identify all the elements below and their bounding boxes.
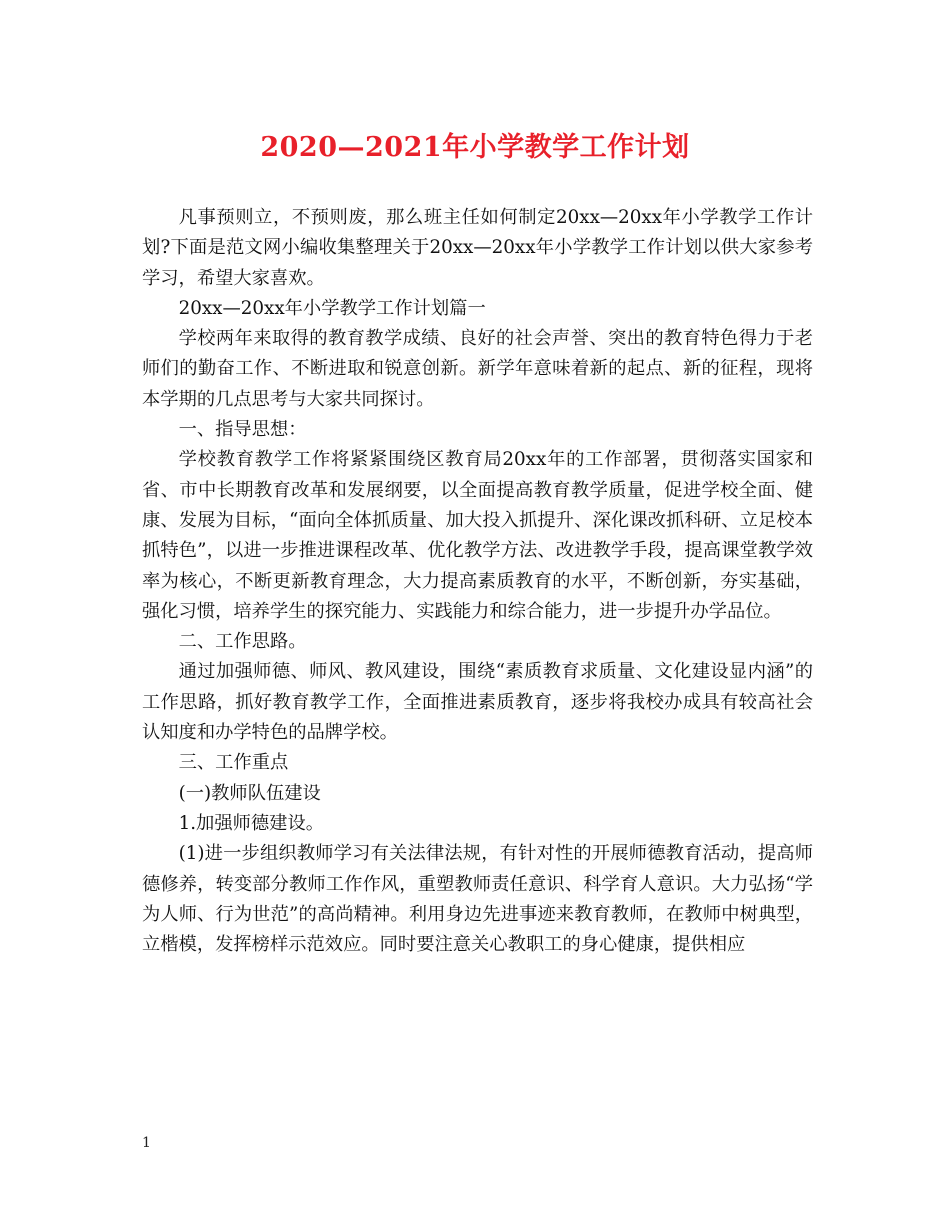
section-heading: 一、指导思想： [178,419,307,441]
paragraph: 学校教育教学工作将紧紧围绕区教育局20xx年的工作部署，贯彻落实国家和省、市中长期教育改革和发展纲要，以全面提高教育教学质量，促进学校全面、健康、发展为目标，“面向全体抓质量、加大投入抓提升、深化课改抓科研、立足校本抓特色”，以进一步推进课程改革、优化教学方法、改进教学手段，提高课堂教学效率为核心，不断更新教育理念，大力提高素质教育的水平，不断创新，夯实基础，强化习惯，培养学生的探究能力、实践能力和综合能力，进一步提升办学品位。 [142,449,813,622]
subsection-heading: (一)教师队伍建设 [178,782,321,804]
document-title: 2020—2021年小学教学工作计划 [260,132,690,163]
page-number: 1 [142,1135,151,1151]
paragraph: (1)进一步组织教师学习有关法律法规，有针对性的开展师德教育活动，提高师德修养，转变部分教师工作作风，重塑教师责任意识、科学育人意识。大力弘扬“学为人师、行为世范”的高尚精神。利用身边先进事迹来教育教师，在教师中树典型，立楷模，发挥榜样示范效应。同时要注意关心教职工的身心健康，提供相应 [142,843,813,956]
subsection-heading: 1.加强师德建设。 [178,812,325,834]
section-heading: 20xx—20xx年小学教学工作计划篇一 [178,297,486,319]
section-heading: 二、工作思路。 [178,631,307,653]
paragraph: 学校两年来取得的教育教学成绩、良好的社会声誉、突出的教育特色得力于老师们的勤奋工作、不断进取和锐意创新。新学年意味着新的起点、新的征程，现将本学期的几点思考与大家共同探讨。 [142,328,813,410]
section-heading: 三、工作重点 [178,752,289,774]
paragraph: 凡事预则立，不预则废，那么班主任如何制定20xx—20xx年小学教学工作计划?下面是范文网小编收集整理关于20xx—20xx年小学教学工作计划以供大家参考学习，希望大家喜欢。 [142,207,813,289]
document-body [142,203,813,960]
paragraph: 通过加强师德、师风、教风建设，围绕“素质教育求质量、文化建设显内涵”的工作思路，抓好教育教学工作，全面推进素质教育，逐步将我校办成具有较高社会认知度和办学特色的品牌学校。 [142,661,813,744]
